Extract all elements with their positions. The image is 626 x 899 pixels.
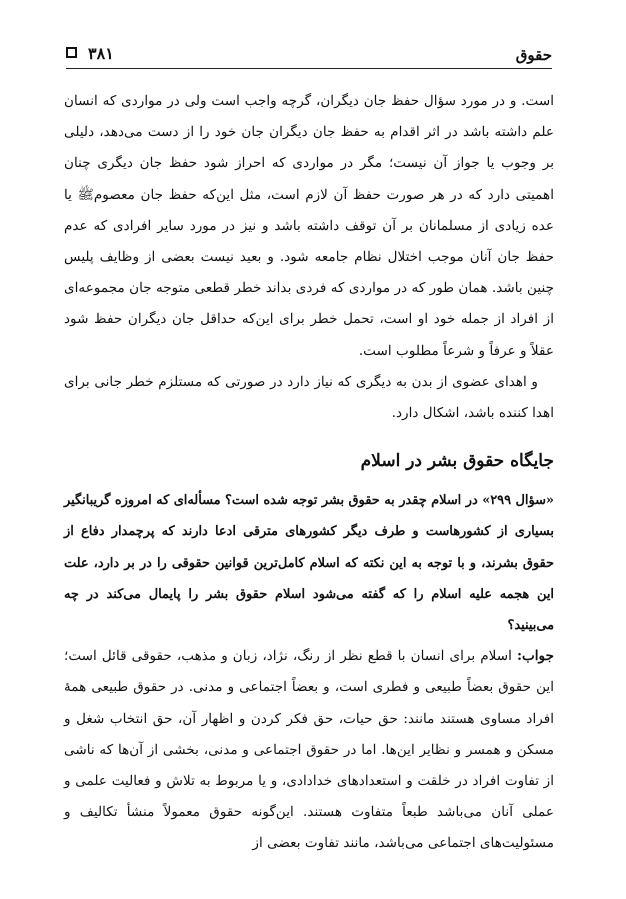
running-title: حقوق <box>515 46 552 64</box>
page-body <box>64 86 554 879</box>
running-header <box>66 44 552 70</box>
question-299: «سؤال ۲۹۹» در اسلام چقدر به حقوق بشر توجه شده است؟ مسأله‌ای که امروزه گریبانگیر بسیاری از کشورهاست و طرف دیگر کشورهای مترقی ادعا دارند که پرچمدار دفاع از حقوق بشرند، و با توجه به این نکته که اسلام کامل‌ترین قوانین حقوقی را در بر دارد، علت این هجمه علیه اسلام را که گفته می‌شود اسلام حقوق بشر را پایمال می‌کند در چه می‌بینید؟ <box>64 493 554 634</box>
section-heading: جایگاه حقوق بشر در اسلام <box>360 451 554 472</box>
paragraph-organ-donation: و اهدای عضوی از بدن به دیگری که نیاز دارد در صورتی که مستلزم خطر جانی برای اهدا کننده باشد، اشکال دارد. <box>64 373 554 422</box>
answer-label: جواب: <box>516 648 554 665</box>
paragraph-continued: است. و در مورد سؤال حفظ جان دیگران، گرچه واجب است ولی در مواردی که انسان علم داشته باشد در اثر اقدام به حفظ جان دیگران جان خود را از دست می‌دهد، دلیلی بر وجوب یا جواز آن نیست؛ مگر در مواردی که احراز شود حفظ جان دیگری چنان اهمیتی دارد که در هر صورت حفظ آن لازم است، مثل این‌که حفظ جان معصوم‌ﷺ یا عده زیادی از مسلمانان بر آن توقف داشته باشد و نیز در مورد سایر افرادی که عدم حفظ جان آنان موجب اختلال نظام جامعه شود. و بعید نیست بعضی از وظایف پلیس چنین باشد. همان طور که در مواردی که فردی بداند خطر قطعی متوجه جان مجموعه‌ای از افراد از جمله خود او است، تحمل خطر برای این‌که حداقل جان دیگران حفظ شود عقلاً و عرفاً و شرعاً مطلوب است. <box>64 93 554 359</box>
square-ornament-icon <box>66 47 77 58</box>
answer-paragraph <box>64 641 554 859</box>
answer-text: اسلام برای انسان با قطع نظر از رنگ، نژاد، زبان و مذهب، حقوقی قائل است؛ این حقوق بعضاً طبیعی و فطری است، و بعضاً اجتماعی و مدنی. در حقوق طبیعی همهٔ افراد مساوی هستند مانند: حق حیات، حق فکر کردن و اظهار آن، حق انتخاب شغل و مسکن و همسر و نظایر این‌ها. اما در حقوق اجتماعی و مدنی، بخشی از آن‌ها که ناشی از تفاوت افراد در خلقت و استعدادهای خدادادی، و یا مربوط به تلاش و فعالیت علمی و عملی آنان می‌باشد طبعاً متفاوت هستند. این‌گونه حقوق معمولاً منشأ تکالیف و مسئولیت‌های اجتماعی می‌باشد، مانند تفاوت بعضی از <box>64 648 554 852</box>
header-rule <box>66 68 552 69</box>
page-number: ۳۸۱ <box>88 44 114 63</box>
